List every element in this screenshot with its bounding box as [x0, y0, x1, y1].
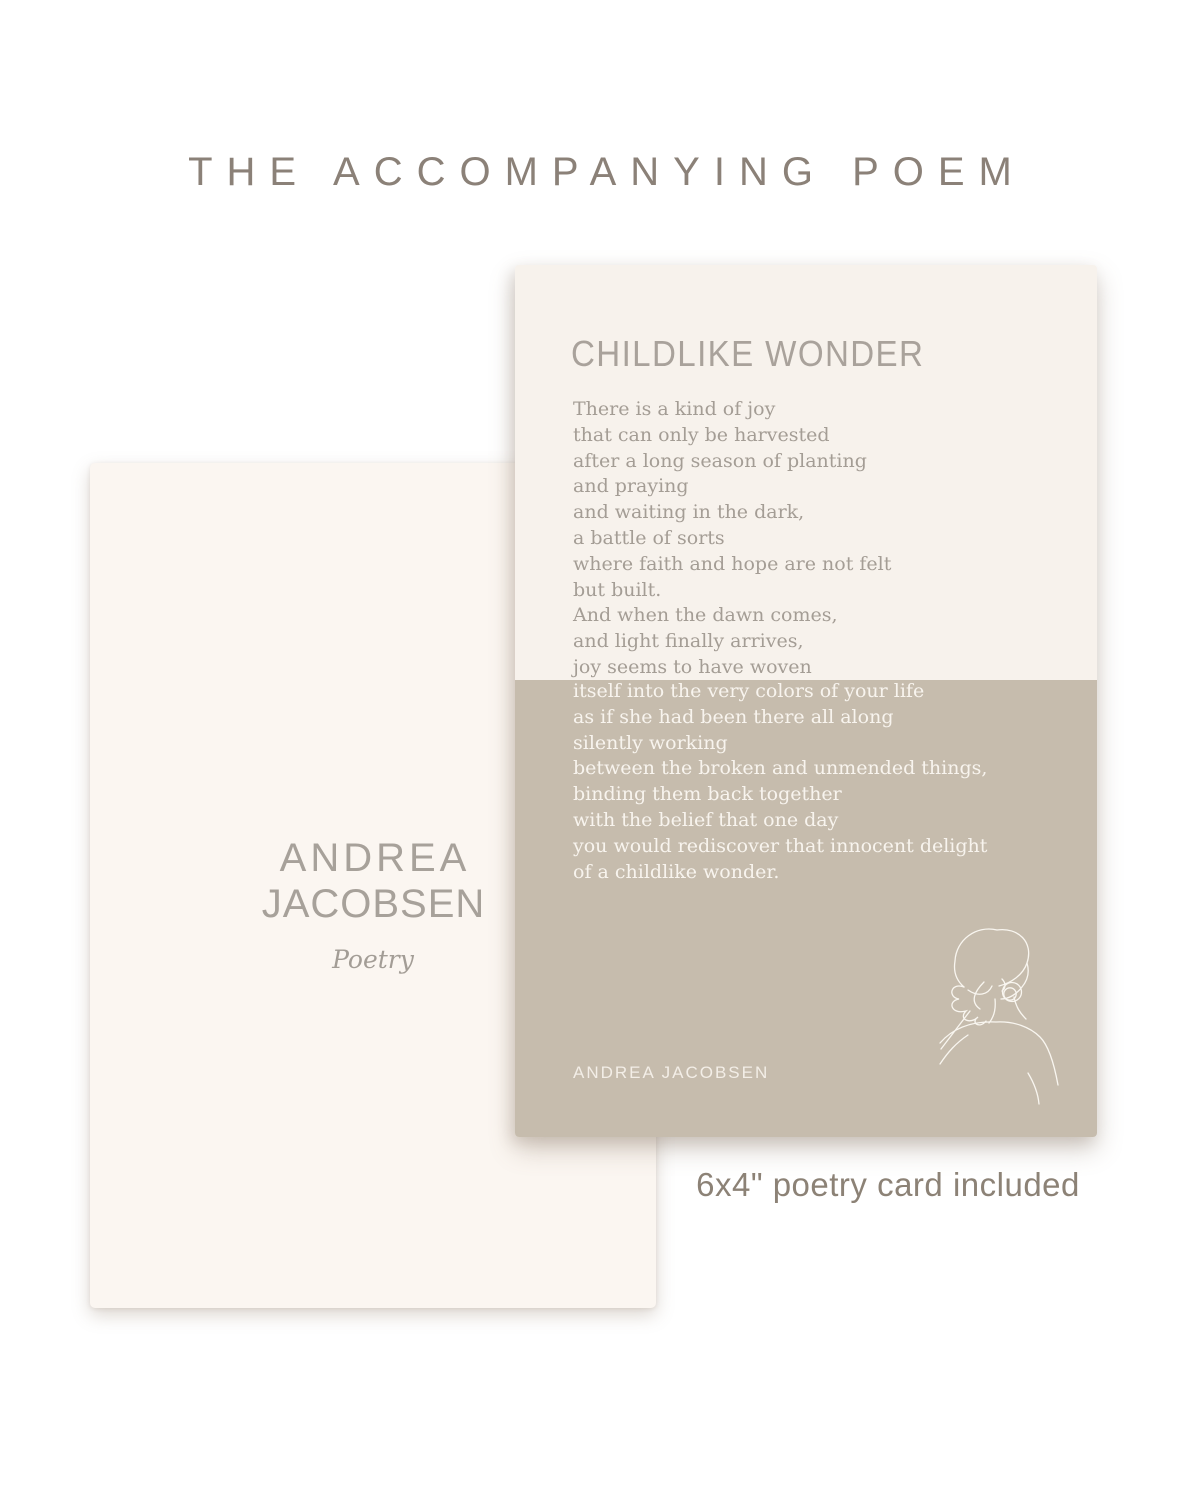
page-title: THE ACCOMPANYING POEM	[188, 150, 1026, 194]
poem-line: and light finally arrives,	[573, 630, 804, 653]
brand-logo-line2: JACOBSEN	[261, 882, 486, 926]
brand-logo-line1: ANDREA	[279, 836, 471, 880]
poem-line: joy seems to have woven	[573, 655, 812, 678]
woman-back-line-art-illustration	[939, 922, 1097, 1110]
poem-line: of a childlike wonder.	[573, 860, 780, 883]
poem-line: and praying	[573, 475, 689, 498]
poem-line: after a long season of planting	[573, 449, 867, 472]
poem-line: you would rediscover that innocent delight	[573, 834, 988, 857]
poem-line: itself into the very colors of your life	[573, 680, 925, 702]
caption-text: 6x4" poetry card included	[696, 1166, 1080, 1203]
poem-line: silently working	[573, 731, 728, 754]
poem-line: as if she had been there all along	[573, 705, 894, 728]
poem-line: but built.	[573, 578, 662, 601]
poem-text-lower	[573, 679, 987, 885]
poetry-card-front	[515, 265, 1097, 1137]
poem-line: and waiting in the dark,	[573, 501, 805, 524]
poem-text-upper	[573, 397, 891, 681]
brand-footer-text: ANDREA JACOBSEN	[573, 1063, 770, 1082]
poem-line: with the belief that one day	[573, 808, 839, 831]
poem-line: binding them back together	[573, 783, 842, 806]
poem-line: between the broken and unmended things,	[573, 757, 988, 780]
poem-line: a battle of sorts	[573, 526, 725, 549]
brand-logo-subtitle: Poetry	[332, 945, 414, 974]
poem-line: There is a kind of joy	[573, 398, 776, 420]
poem-line: And when the dawn comes,	[573, 604, 838, 627]
poem-line: where faith and hope are not felt	[573, 552, 892, 575]
poem-line: that can only be harvested	[573, 423, 830, 446]
poem-title: CHILDLIKE WONDER	[571, 333, 925, 374]
